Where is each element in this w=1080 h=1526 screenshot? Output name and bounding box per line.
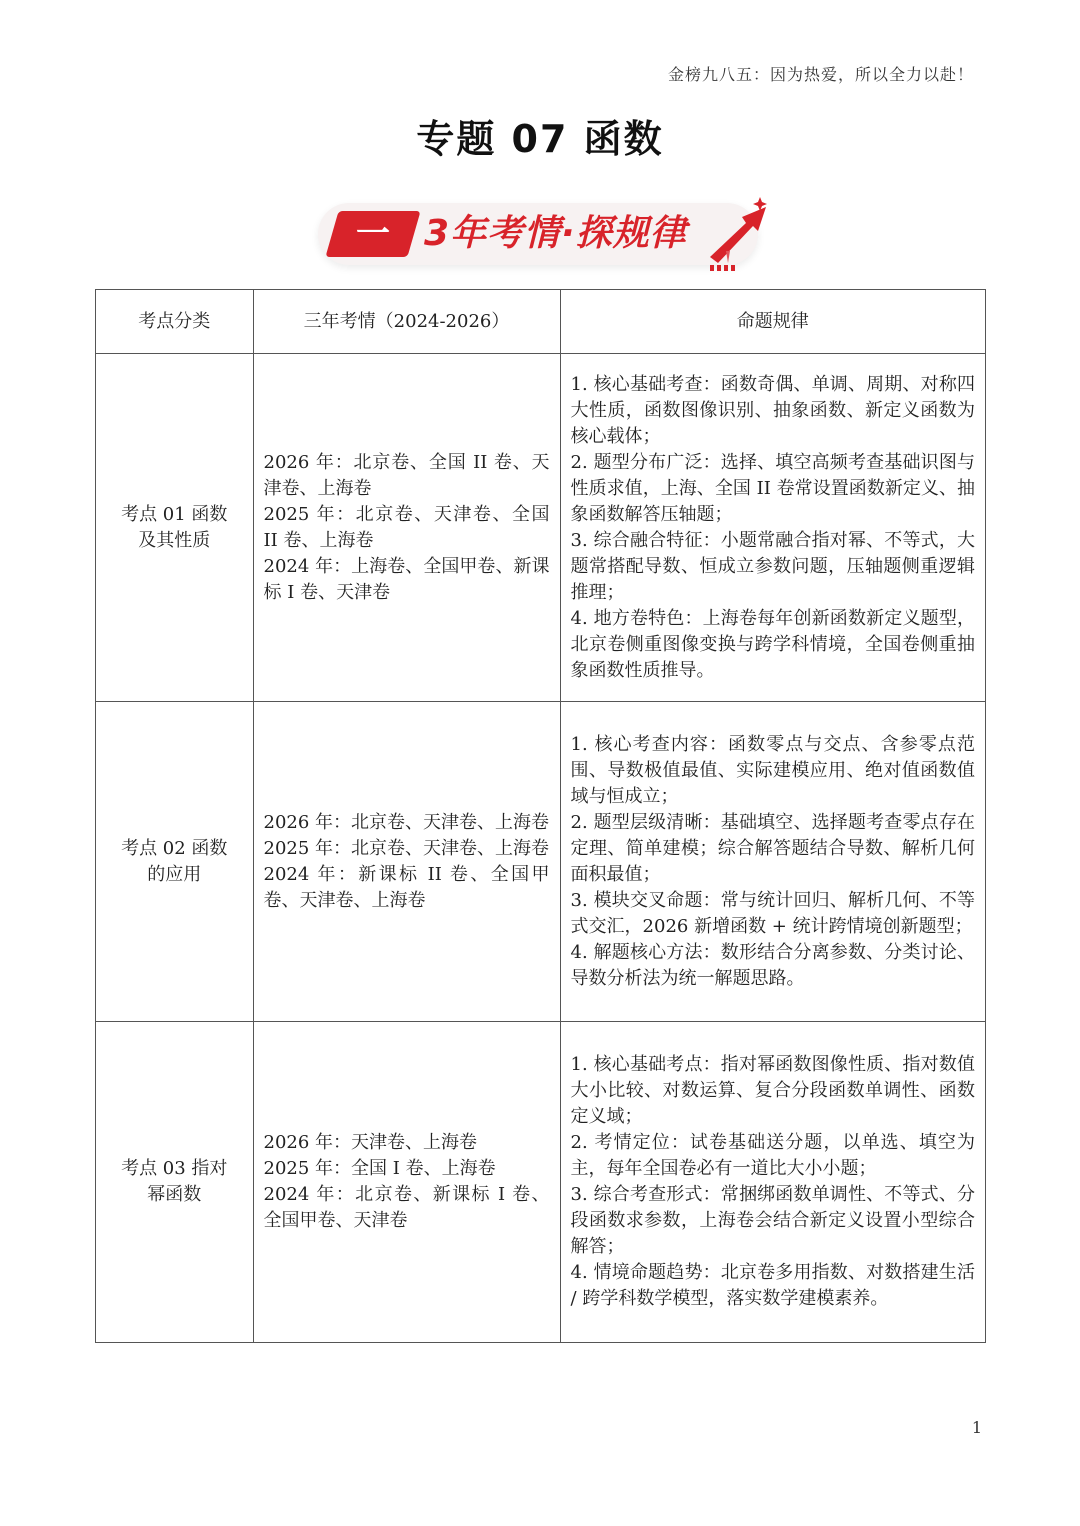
page-title: 专题 07 函数 (416, 117, 664, 161)
category-cell: 考点 02 函数的应用 (96, 702, 254, 1022)
rule-entry: 3. 模块交叉命题：常与统计回归、解析几何、不等式交汇，2026 新增函数 + 统计跨情境创新题型； (570, 889, 975, 937)
category-cell: 考点 01 函数及其性质 (96, 354, 254, 702)
year-entry: 2024 年：北京卷、新课标 I 卷、全国甲卷、天津卷 (263, 1184, 550, 1231)
category-cell: 考点 03 指对幂函数 (96, 1022, 254, 1343)
table-row (96, 354, 986, 702)
year-entry: 2026 年：北京卷、全国 II 卷、天津卷、上海卷 (263, 451, 550, 499)
rule-entry: 3. 综合考查形式：常捆绑函数单调性、不等式、分段函数求参数，上海卷会结合新定义设置小型综合解答； (570, 1184, 975, 1257)
rules-cell (560, 702, 985, 1022)
page-number: 1 (971, 1418, 982, 1437)
year-entry: 2026 年：天津卷、上海卷 (263, 1132, 478, 1153)
years-cell (253, 1022, 560, 1343)
years-cell (253, 354, 560, 702)
table-row (96, 702, 986, 1022)
rule-entry: 2. 考情定位：试卷基础送分题，以单选、填空为主，每年全国卷必有一道比大小小题； (570, 1132, 975, 1179)
years-cell (253, 702, 560, 1022)
rule-entry: 1. 核心考查内容：函数零点与交点、含参零点范围、导数极值最值、实际建模应用、绝对值函数值域与恒成立； (570, 733, 975, 807)
rule-entry: 1. 核心基础考点：指对幂函数图像性质、指对数值大小比较、对数运算、复合分段函数单调性、函数定义域； (570, 1054, 975, 1127)
rule-entry: 4. 解题核心方法：数形结合分离参数、分类讨论、导数分析法为统一解题思路。 (570, 941, 975, 989)
banner-text: 3年考情·探规律 (424, 213, 687, 254)
table-header-row (96, 290, 986, 354)
header-motto: 金榜九八五：因为热爱，所以全力以赴！ (667, 65, 974, 84)
header-years: 三年考情（2024-2026） (253, 290, 560, 354)
table-row (96, 1022, 986, 1343)
year-entry: 2026 年：北京卷、天津卷、上海卷 (263, 811, 550, 833)
rising-arrow-icon (706, 193, 774, 275)
rules-cell (560, 354, 985, 702)
year-entry: 2025 年：北京卷、天津卷、全国 II 卷、上海卷 (263, 503, 550, 551)
rule-entry: 1. 核心基础考查：函数奇偶、单调、周期、对称四大性质，函数图像识别、抽象函数、新定义函数为核心载体； (570, 373, 975, 447)
rule-entry: 2. 题型层级清晰：基础填空、选择题考查零点存在定理、简单建模；综合解答题结合导数、解析几何面积最值； (570, 811, 975, 885)
header-category: 考点分类 (96, 290, 254, 354)
year-entry: 2025 年：全国 I 卷、上海卷 (263, 1158, 496, 1179)
year-entry: 2024 年：上海卷、全国甲卷、新课标 I 卷、天津卷 (263, 555, 550, 603)
rule-entry: 4. 情境命题趋势：北京卷多用指数、对数搭建生活 / 跨学科数学模型，落实数学建模素养。 (570, 1262, 975, 1309)
year-entry: 2024 年：新课标 II 卷、全国甲卷、天津卷、上海卷 (263, 863, 550, 911)
exam-analysis-table (95, 289, 986, 1343)
rules-cell (560, 1022, 985, 1343)
rule-entry: 2. 题型分布广泛：选择、填空高频考查基础识图与性质求值，上海、全国 II 卷常设置函数新定义、抽象函数解答压轴题； (570, 451, 975, 525)
section-banner (318, 193, 774, 275)
year-entry: 2025 年：北京卷、天津卷、上海卷 (263, 837, 550, 859)
banner-number: 一 (356, 214, 390, 254)
rule-entry: 4. 地方卷特色：上海卷每年创新函数新定义题型，北京卷侧重图像变换与跨学科情境，全国卷侧重抽象函数性质推导。 (570, 607, 975, 681)
rule-entry: 3. 综合融合特征：小题常融合指对幂、不等式，大题常搭配导数、恒成立参数问题，压轴题侧重逻辑推理； (570, 529, 975, 603)
header-rules: 命题规律 (560, 290, 985, 354)
